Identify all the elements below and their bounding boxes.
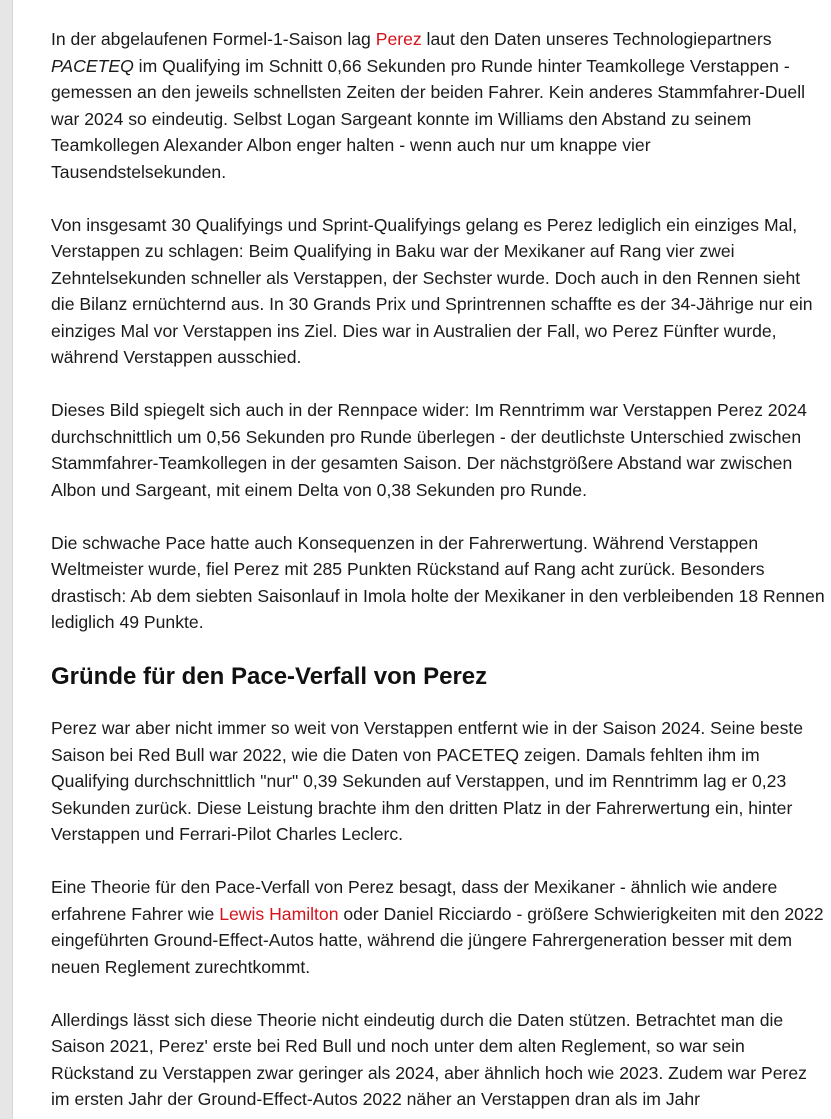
paragraph-1-text-b: laut den Daten unseres Technologiepartners [421,29,772,49]
paceteq-brand: PACETEQ [51,55,134,76]
paragraph-6-text-b: oder Daniel Ricciardo - größere Schwierigkeiten mit den 2022 eingeführten Ground-Effect-Autos hatte, während die jüngere Fahrergeneration besser mit dem neuen Reglement zurechtkommt. [51,903,824,977]
paragraph-6-text-a: Eine Theorie für den Pace-Verfall von Perez besagt, dass der Mexikaner - ähnlich wie andere erfahrene Fahrer wie [51,877,778,924]
paragraph-2: Von insgesamt 30 Qualifyings und Sprint-Qualifyings gelang es Perez lediglich ein einziges Mal, Verstappen zu schlagen: Beim Qualifying in Baku war der Mexikaner auf Rang vier zwei Zehntelsekunden schneller als Verstappen, der Sechster wurde. Doch auch in den Rennen sieht die Bilanz ernüchternd aus. In 30 Grands Prix und Sprintrennen schaffte es der 34-Jährige nur ein einziges Mal vor Verstappen ins Ziel. Dies war in Australien der Fall, wo Perez Fünfter wurde, während Verstappen ausschied. [51,214,813,367]
paragraph-1-text-c: im Qualifying im Schnitt 0,66 Sekunden pro Runde hinter Teamkollege Verstappen - gemessen an den jeweils schnellsten Zeiten der beiden Fahrer. Kein anderes Stammfahrer-Duell war 2024 so eindeutig. Selbst Logan Sargeant konnte im Williams den Abstand zu seinem Teamkollegen Alexander Albon enger halten - wenn auch nur um knappe vier Tausendstelsekunden. [51,55,806,182]
left-scroll-rail [0,0,13,1119]
lewis-hamilton-link[interactable]: Lewis Hamilton [219,903,339,924]
paragraph-3: Dieses Bild spiegelt sich auch in der Rennpace wider: Im Renntrimm war Verstappen Perez 2024 durchschnittlich um 0,56 Sekunden pro Runde überlegen - der deutlichste Unterschied zwischen Stammfahrer-Teamkollegen in der gesamten Saison. Der nächstgrößere Abstand war zwischen Albon und Sargeant, mit einem Delta von 0,38 Sekunden pro Runde. [51,400,807,500]
paragraph-4: Die schwache Pace hatte auch Konsequenzen in der Fahrerwertung. Während Verstappen Weltmeister wurde, fiel Perez mit 285 Punkten Rückstand auf Rang acht zurück. Besonders drastisch: Ab dem siebten Saisonlauf in Imola holte der Mexikaner in den verbleibenden 18 Rennen lediglich 49 Punkte. [51,532,825,632]
article-body [51,26,827,1119]
paragraph-6 [51,874,827,980]
paragraph-7: Allerdings lässt sich diese Theorie nicht eindeutig durch die Daten stützen. Betrachtet man die Saison 2021, Perez' erste bei Red Bull und noch unter dem alten Reglement, so war sein Rückstand zu Verstappen zwar geringer als 2024, aber ähnlich hoch wie 2023. Zudem war Perez im ersten Jahr der Ground-Effect-Autos 2022 näher an Verstappen dran als im Jahr [51,1009,807,1109]
perez-link[interactable]: Perez [375,29,422,49]
paragraph-1-text-a: In der abgelaufenen Formel-1-Saison lag [51,29,376,49]
paragraph-1 [51,26,827,185]
paragraph-5: Perez war aber nicht immer so weit von Verstappen entfernt wie in der Saison 2024. Seine beste Saison bei Red Bull war 2022, wie die Daten von PACETEQ zeigen. Damals fehlten ihm im Qualifying durchschnittlich "nur" 0,39 Sekunden auf Verstappen, und im Renntrimm lag er 0,23 Sekunden zurück. Diese Leistung brachte ihm den dritten Platz in der Fahrerwertung ein, hinter Verstappen und Ferrari-Pilot Charles Leclerc. [51,718,804,844]
section-heading: Gründe für den Pace-Verfall von Perez [51,663,488,690]
